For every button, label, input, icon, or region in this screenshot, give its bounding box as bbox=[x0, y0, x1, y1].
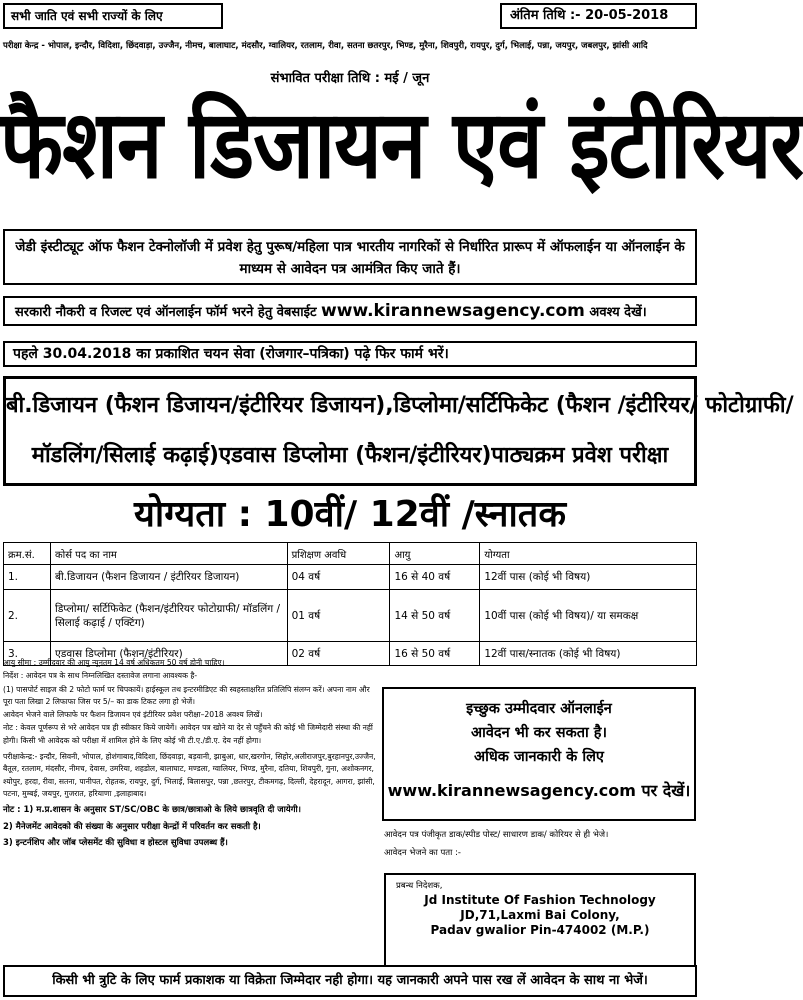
documents-instruction: निर्देश : आवेदन पत्र के साथ निम्नलिखित दस्तावेज लगाना आवश्यक है- bbox=[3, 671, 198, 681]
exam-centers-list: परीक्षाकेन्द्र:- इन्दौर, सिवनी, भोपाल, होशंगाबाद,विदिशा, छिंदवाड़ा, बड़वानी, झाबुआ, धार,खरगोन, सिहोर,अलीराजपुर,बुरहानपुर,उज्जैन, बैतूल, रतलाम, मंदसौर, नीमच, देवास, उमरिया, शहडोल, बालाघाट, मण्डला, ग्वालियर, भिण्ड, मुरैना, दतिया, शिवपुरी, गुना, अशोकनगर, श्योपुर, हरदा, रीवा, सतना, पानीपत, रोहतक, रायपुर, दुर्ग, भिलाई, बिलासपुर, पन्ना ,छतरपुर, टीकमगढ़, दिल्ली, देहरादून, आगरा, झांसी, पटना, मुम्बई, जयपुर, गुजरात, हरियाणा ,इलाहाबाद। bbox=[3, 752, 376, 798]
online-line-3: अधिक जानकारी के लिए bbox=[474, 749, 604, 765]
table-cell: 16 से 40 वर्ष bbox=[390, 565, 480, 590]
address-street: JD,71,Laxmi Bai Colony, bbox=[460, 908, 620, 922]
website-strip-suffix: अवश्य देखें। bbox=[589, 305, 647, 320]
online-line-2: आवेदन भी कर सकता है। bbox=[471, 725, 607, 741]
age-limit: आयु सीमा : उम्मीदवार की आयु न्यूनतम 14 वर्ष अधिकतम 50 वर्ष होनी चाहिए। bbox=[3, 658, 225, 667]
address-label: प्रबन्ध निदेशक, bbox=[396, 881, 443, 891]
table-cell: 12वीं पास/स्नातक (कोई भी विषय) bbox=[480, 642, 697, 666]
table-cell: बी.डिजायन (फैशन डिजायन / इंटीरियर डिजायन) bbox=[50, 565, 287, 590]
website-strip bbox=[3, 296, 697, 326]
note-scholarship: नोट : 1) म.प्र.शासन के अनुसार ST/SC/OBC के छात्र/छात्राओ के लिये छात्रवृति दी जायेगी। bbox=[3, 805, 301, 816]
table-cell: 2. bbox=[4, 590, 51, 642]
table-cell: 1. bbox=[4, 565, 51, 590]
table-header: आयु bbox=[390, 543, 480, 565]
address-heading: आवेदन भेजने का पता :- bbox=[384, 848, 461, 858]
table-cell: 3. bbox=[4, 642, 51, 666]
notes-section bbox=[3, 657, 381, 850]
rozgar-notice: पहले 30.04.2018 का प्रकाशित चयन सेवा (रोजगार–पत्रिका) पढ़े फिर फार्म भरें। bbox=[3, 341, 697, 367]
table-cell: डिप्लोमा/ सर्टिफिकेट (फैशन/इंटीरियर फोटोग्राफी/ मॉडलिंग / सिलाई कढ़ाई / एक्टिंग) bbox=[50, 590, 287, 642]
last-date-box: अंतिम तिथि :- 20-05-2018 bbox=[500, 3, 697, 29]
page-title: फैशन डिजायन एवं इंटीरियर bbox=[0, 90, 803, 201]
note-centers-change: 2) मैनेजमेंट आवेदको की संख्या के अनुसार परीक्षा केन्द्रों में परिवर्तन कर सकती है। bbox=[3, 821, 261, 832]
table-header: कोर्स पद का नाम bbox=[50, 543, 287, 565]
table-cell: 04 वर्ष bbox=[287, 565, 390, 590]
table-cell: 10वीं पास (कोई भी विषय)/ या समकक्ष bbox=[480, 590, 697, 642]
website-strip-prefix: सरकारी नौकरी व रिजल्ट एवं ऑनलाईन फॉर्म भरने हेतु वेबसाईट bbox=[15, 305, 317, 320]
website-link[interactable]: www.kirannewsagency.com bbox=[321, 301, 585, 321]
tag-all-castes: सभी जाति एवं सभी राज्यों के लिए bbox=[3, 3, 223, 29]
table-row bbox=[4, 590, 697, 642]
online-apply-box bbox=[382, 687, 696, 821]
documents-list: (1) पासपोर्ट साइज की 2 फोटो फार्म पर चिपकायें। हाईस्कूल तथ इन्टरमीडिएट की स्वहस्ताक्षरित प्रतिलिपि संलग्न करें। अपना नाम और पूरा पता लिखा 2 लिफाफा जिस पर 5/– का डाक टिकट लगा हो भेजें। bbox=[3, 684, 370, 706]
table-header: प्रशिक्षण अवधि bbox=[287, 543, 390, 565]
envelope-note: आवेदन भेजने वाले लिफाफे पर फैशन डिजायन एवं इंटीरियर प्रवेश परीक्षा–2018 अवश्य लिखें। bbox=[3, 710, 263, 720]
table-row bbox=[4, 565, 697, 590]
table-cell: 12वीं पास (कोई भी विषय) bbox=[480, 565, 697, 590]
note-internship: 3) इन्टर्नशिप और जॉब प्लेसमेंट की सुविधा व होस्टल सुविधा उपलब्ध हैं। bbox=[3, 837, 228, 848]
online-website-link[interactable]: www.kirannewsagency.com पर देखें। bbox=[387, 781, 691, 800]
address-city: Padav gwalior Pin-474002 (M.P.) bbox=[430, 923, 650, 937]
table-header: क्रम.सं. bbox=[4, 543, 51, 565]
courses-line-1: बी.डिजायन (फैशन डिजायन/इंटीरियर डिजायन),डिप्लोमा/सर्टिफिकेट (फैशन /इंटीरियर/ फोटोग्राफी/ bbox=[6, 393, 794, 418]
intro-notice: जेडी इंस्टीट्यूट ऑफ फैशन टेक्नोलॉजी में प्रवेश हेतु पुरूष/महिला पात्र भारतीय नागरिकों से निर्धारित प्रारूप में ऑफलाईन या ऑनलाईन के माध्यम से आवेदन पत्र आमंत्रित किए जाते हैं। bbox=[3, 229, 697, 285]
exam-centers-line: परीक्षा केन्द्र - भोपाल, इन्दौर, विदिशा, छिंदवाड़ा, उज्जैन, नीमच, बालाघाट, मंदसौर, ग्वालियर, रतलाम, रीवा, सतना छतरपुर, भिण्ड, मुरैना, शिवपुरी, रायपुर, दुर्ग, भिलाई, पन्ना, जयपुर, जबलपुर, झांसी आदि bbox=[3, 41, 648, 51]
course-table bbox=[3, 542, 697, 666]
post-info bbox=[384, 826, 696, 862]
eligibility-heading: योग्यता : 10वीं/ 12वीं /स्नातक bbox=[134, 494, 566, 535]
institute-name: Jd Institute Of Fashion Technology bbox=[424, 893, 656, 907]
online-line-1: इच्छुक उम्मीदवार ऑनलाईन bbox=[466, 701, 612, 717]
table-cell: 16 से 50 वर्ष bbox=[390, 642, 480, 666]
courses-band bbox=[3, 376, 794, 486]
table-cell: 01 वर्ष bbox=[287, 590, 390, 642]
table-cell: 02 वर्ष bbox=[287, 642, 390, 666]
general-note: नोट : केवल पूर्णरूप से भरे आवेदन पत्र ही स्वीकार किये जायेगें। आवेदन पत्र खोने या देर से पहुँचने की कोई भी जिम्मेदारी संस्था की नहीं होगी। किसी भी आवेदक को परीक्षा में शामिल होने के लिए कोई भी टी.ए./डी.ए. देय नहीं होगा। bbox=[3, 723, 373, 745]
disclaimer: किसी भी त्रुटि के लिए फार्म प्रकाशक या विक्रेता जिम्मेदार नही होगा। यह जानकारी अपने पास रख लें आवेदन के साथ ना भेजें। bbox=[3, 965, 697, 997]
table-cell: 14 से 50 वर्ष bbox=[390, 590, 480, 642]
courses-line-2: मॉडलिंग/सिलाई कढ़ाई)एडवास डिप्लोमा (फैशन/इंटीरियर)पाठ्यक्रम प्रवेश परीक्षा bbox=[31, 443, 669, 468]
post-method: आवेदन पत्र पंजीकृत डाक/स्पीड पोस्ट/ साधारण डाक/ कोरियर से ही भेजे। bbox=[384, 830, 609, 840]
table-header: योग्यता bbox=[480, 543, 697, 565]
probable-exam-date: संभावित परीक्षा तिथि : मई / जून bbox=[270, 71, 430, 86]
table-cell: एडवास डिप्लोमा (फैशन/इंटीरियर) bbox=[50, 642, 287, 666]
table-header-row bbox=[4, 543, 697, 565]
